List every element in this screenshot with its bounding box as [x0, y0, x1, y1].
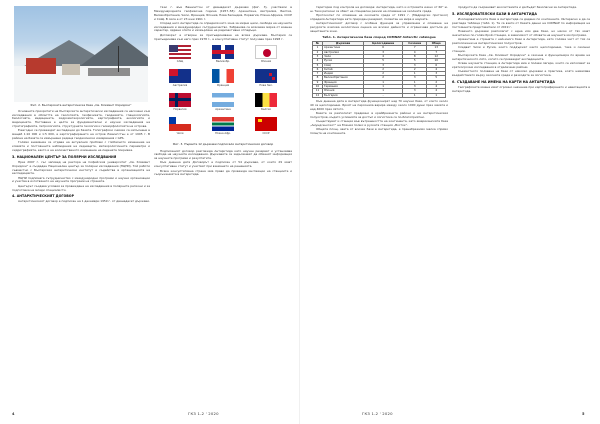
paragraph: Основните приоритети на българските антарктически изследвания са насочени към изследвания в областта на геологията, геофизиката, геодезията, глациологията, биологията, медицината, хидрометеорологията, картографията, екологията и медицината. Поставена е целта за фундаментални и научни изследвания на стратиграфията, петрологията, структурната геология и геоморфологията на острова.: [12, 108, 150, 129]
table-cell: 5: [402, 59, 426, 63]
column-header: Сезонни: [402, 42, 426, 46]
table-cell: България: [322, 93, 363, 97]
body-text: [12, 161, 150, 193]
flag-argentina-icon: [212, 93, 234, 107]
right-page-column-1: [310, 6, 448, 404]
table-cell: 12: [427, 54, 446, 58]
paragraph: Географските имена имат огромно значение при картографирането и навигацията в Антарктида.: [452, 84, 590, 93]
table-cell: Чили: [322, 54, 363, 58]
section-heading: 5. ИЗСЛЕДОВАТЕЛСКИ БАЗИ В АНТАРКТИДА: [452, 11, 537, 16]
paragraph: Българската база „Св. Климент Охридски“ е сезонна и функционира по време на антарктическото лято, когато се провеждат експедициите.: [452, 53, 590, 61]
section-heading: 3. НАЦИОНАЛЕН ЦЕНТЪР ЗА ПОЛЯРНИ ИЗСЛЕДВАНИЯ: [12, 154, 117, 159]
right-page: [300, 0, 600, 424]
table-cell: 2: [402, 67, 426, 71]
table-cell: 8: [313, 76, 323, 80]
table-cell: 1: [364, 80, 403, 84]
table-row: [313, 93, 446, 97]
table-cell: 12: [313, 93, 323, 97]
body-text: [12, 110, 150, 153]
flag-label: Белгия: [261, 108, 271, 112]
table-cell: 2: [364, 76, 403, 80]
flag-label: Нова Зел.: [259, 84, 273, 88]
table-cell: 13: [427, 46, 446, 50]
body-text: [452, 86, 590, 94]
paragraph: Подписаният договор разглежда Антарктида като научен резерват и установява свобода на научните изследвания. Държавите се задължават да обменят информация за научните програми и резултатите.: [154, 148, 292, 161]
base-building: [26, 58, 56, 74]
section-heading: 4. АНТАРКТИЧЕСКИЯТ ДОГОВОР: [12, 194, 75, 199]
table-cell: 7: [313, 72, 323, 76]
paragraph: тази г. във Вашингтон от дванадесет държави (фиг. 3), участвали в Международната геофизична година (1957–58): Аржентина, Австралия, Белгия, Великобритания, Чили, Франция, Япония, Нова Зеландия, Норвегия, Южна Африка, СССР и САЩ. В сила е от 23 юни 1961 г.: [154, 6, 292, 21]
flag-chile-icon: [169, 117, 191, 131]
paragraph: Изследователските бази в Антарктида са дадени по континенти. Интересно е да се разгледа таблица (табл. 1). Те са взети от базата данни на COMNAP по информация на постоянните представители от 2019 г.: [452, 16, 590, 29]
paragraph: Към днешна дата Договорът е подписан от 54 държави, от които 29 имат консултативен статут и участват при вземането на решенията.: [154, 160, 292, 169]
paragraph: Базите се разполагат предимно в крайбрежните райони и на Антарктическия полуостров, където условията за достъп и логистика са по-благоприятни.: [310, 110, 448, 119]
table-cell: Франция: [322, 80, 363, 84]
table-cell: 2: [427, 80, 446, 84]
table-cell: 1: [364, 85, 403, 89]
flag-label: Чили: [176, 132, 184, 136]
flag-france-icon: [212, 69, 234, 83]
table-cell: 5: [313, 63, 323, 67]
table-cell: 2: [364, 72, 403, 76]
paragraph: територии под контрола на договора: Антарктида, като и островите южно от 60° ю. ш. Тези региони са обект на специален режим на опазване на околната среда.: [310, 6, 448, 13]
table-cell: 4: [313, 59, 323, 63]
table-cell: Аржентина: [322, 46, 363, 50]
table-cell: 1: [402, 80, 426, 84]
paragraph: Голямо внимание се отдава на актуалния проблем с глобалното изменение на климата и постоянните наблюдения на ледниците, метеорологичните параметри и хидрографията, както и на количественото изменение на ледената покривка.: [12, 140, 150, 152]
bases-table: [312, 41, 446, 98]
paragraph: Всяка консултативна страна има право да провежда инспекции на станциите и съоръженията в Антарктида.: [154, 168, 292, 177]
table-cell: 6: [364, 46, 403, 50]
table-cell: 1: [313, 46, 323, 50]
flag-new-zealand-icon: [255, 69, 277, 83]
left-footer: [12, 410, 288, 418]
table-cell: 10: [427, 59, 446, 63]
flag-label: Южна Афр.: [215, 132, 231, 136]
table-cell: Великобритания: [322, 76, 363, 80]
table-cell: Германия: [322, 85, 363, 89]
page-number: 4: [12, 412, 15, 416]
flag-uk-icon: [212, 45, 234, 59]
paragraph: НЦПИ подпомага сътрудничество с международни програми и научни организации и участва в изготвянето на научните програми на страната.: [12, 175, 150, 184]
table-cell: 7: [427, 50, 446, 54]
table-cell: Индия: [322, 72, 363, 76]
paragraph: Аржентина е страната с най-много бази в Антарктида, като голяма част от тях са разположени на Антарктическия полуостров.: [452, 36, 590, 45]
flag-label: Аржентина: [215, 108, 231, 112]
flag-norway-icon: [169, 93, 191, 107]
table-cell: 4: [427, 67, 446, 71]
paragraph: Следват Чили и Русия, които поддържат както целогодишни, така и сезонни станции.: [452, 44, 590, 53]
body-text: [452, 6, 590, 10]
base-building: [62, 64, 80, 75]
paragraph: продукти да съхраняват екосистемите и да бъдат безопасни за Антарктида.: [458, 6, 577, 9]
flag-pole: [118, 46, 119, 72]
table-cell: Австралия: [322, 50, 363, 54]
paragraph: Центърът създава условия за провеждане на изследвания в полярните региони и за подготовка на млади специалисти.: [12, 183, 150, 192]
table-cell: 3: [364, 50, 403, 54]
table-cell: 6: [427, 63, 446, 67]
table-cell: 5: [427, 76, 446, 80]
body-text: [310, 100, 448, 136]
table-cell: 3: [427, 72, 446, 76]
paragraph: Повечето държави разполагат с една или две бази, но някои от тях имат значително по-голям брой станции, в зависимост от обхвата на научните им програми.: [452, 28, 590, 37]
flag-japan-icon: [255, 45, 277, 59]
left-page-column-1: [12, 6, 150, 404]
body-text: [310, 6, 448, 34]
paragraph: Освен научните станции, в Антарктида има и полеви лагери, които се използват за краткосрочни изследвания в отдалечени райони.: [452, 61, 590, 69]
table-cell: Русия: [322, 59, 363, 63]
table-cell: 4: [402, 50, 426, 54]
table-cell: 4: [427, 89, 446, 93]
paragraph: Съществуват и станции във вътрешността на континента, като американската база „Амундсен-Скот“ на Южния полюс и руската станция „Восток“.: [310, 118, 448, 127]
right-footer: [312, 410, 588, 418]
photo-caption: Фиг. 2. Българската антарктическа база „Св. Климент Охридски“: [30, 102, 132, 107]
column-header: №: [313, 42, 323, 46]
page-number: 5: [582, 412, 585, 416]
table-cell: 6: [313, 67, 323, 71]
section-heading: 6. СЪЗДАВАНЕ НА ИМЕНА НА КАРТИ НА АНТАРКТИДА: [452, 79, 555, 84]
paragraph: През 2007 г. със заповед на ректора на Софийския университет „Св. Климент Охридски“ е създаден Национален център за полярни изследвания (НЦПИ). Той работи съвместно с Българския антарктически институт и съдейства в организацията на експедициите.: [12, 159, 150, 176]
table-cell: 4: [427, 85, 446, 89]
table-cell: 3: [402, 85, 426, 89]
table-cell: 3: [402, 63, 426, 67]
flag-label: Япония: [260, 60, 272, 64]
treaty-flags-figure: [165, 43, 281, 187]
flags-caption: Фиг. 3. Първите 12 държави подписали Антарктическия договор: [172, 142, 274, 147]
table-cell: 3: [364, 63, 403, 67]
table-cell: 1: [364, 89, 403, 93]
table-cell: 10: [313, 85, 323, 89]
table-cell: 5: [364, 59, 403, 63]
flag-usa-icon: [169, 45, 191, 59]
table-cell: 3: [402, 89, 426, 93]
paragraph: Антарктическият договор с особена функция за управление и опазване на ресурсите изисква екологична оценка на всички дейности и ограничава достъпа до защитените зони.: [310, 21, 448, 33]
table-cell: 7: [402, 46, 426, 50]
table-cell: Китай: [322, 67, 363, 71]
paragraph: Според него Антарктида се определя като зона за мирни цели, свобода на научните изследвания и международно сътрудничество. Забранява се всякаква мярка от военен характер, ядрени опити и изхвърляне на радиоактивни отпадъци.: [154, 20, 292, 33]
table-cell: -: [364, 93, 403, 97]
left-page-column-2: [154, 6, 292, 404]
right-page-column-2: [452, 6, 590, 404]
flag-label: СССР: [262, 132, 270, 136]
column-header: Целогодишни: [364, 42, 403, 46]
table-cell: 4: [364, 54, 403, 58]
table-cell: 8: [402, 54, 426, 58]
table-cell: Япония: [322, 89, 363, 93]
base-building: [88, 68, 130, 76]
flag-belgium-icon: [255, 93, 277, 107]
table-cell: 1: [427, 93, 446, 97]
table-title: Табл. 1. Антарктически бази според COMNAP Antarctic catalogue: [322, 34, 436, 39]
paragraph: Общата площ, заета от всички бази в Антарктида, е пренебрежимо малка спрямо площта на континента.: [310, 127, 448, 135]
flag-australia-icon: [169, 69, 191, 83]
paragraph: Ежегодно се провеждат експедиции до базата. Топографски снимки са изпълнени в мащаб 1:10 000 и 1:5 000, а картографирането на остров Ливингстън е от 1995 г. В района на базата са извършени редица геодезически измервания с GPS.: [12, 128, 150, 141]
table-cell: САЩ: [322, 63, 363, 67]
table-cell: 3: [402, 76, 426, 80]
journal-name: ГКЗ 1-2 ' 2020: [362, 411, 393, 416]
paragraph: Договорът е отворен за присъединяване на всяка държава. България се присъединява към него през 1978 г., а консултативен статут получава през 1998 г.: [154, 32, 292, 41]
table-cell: 2: [313, 50, 323, 54]
flag-ussr-icon: [255, 117, 277, 131]
paragraph: Съвместното ползване на бази от няколко държави е практика, която намалява въздействието върху околната среда и разходите за логистика.: [452, 69, 590, 77]
flag-south-africa-icon: [212, 117, 234, 131]
table-body: [313, 46, 446, 98]
paragraph: Антарктическият договор е подписан на 1 декември 1959 г. от дванадесет държави.: [18, 199, 150, 204]
paragraph: Протоколът по опазване на околната среда от 1991 г. (Мадридски протокол) определя Антарктида като природен резерват, посветен на мира и науката.: [310, 13, 448, 21]
table-cell: 3: [313, 54, 323, 58]
table-cell: 9: [313, 80, 323, 84]
flag-label: Франция: [216, 84, 230, 88]
paragraph: Към днешна дата в Антарктида функционират над 70 научни бази, от които около 40 са целогодишни. Броят на персонала варира между около 1000 души през зимата и над 4000 през лятото.: [310, 98, 448, 111]
column-header: Държава: [322, 42, 363, 46]
table-cell: 2: [364, 67, 403, 71]
flag-label: Австралия: [172, 84, 188, 88]
body-text: [154, 6, 292, 41]
table-cell: 1: [402, 72, 426, 76]
column-header: Общо: [427, 42, 446, 46]
flag-label: САЩ: [176, 60, 184, 64]
table-cell: 11: [313, 89, 323, 93]
journal-name: ГКЗ 1-2 ' 2020: [188, 411, 219, 416]
body-text: [452, 18, 590, 78]
polar-base-photo: [14, 6, 148, 102]
table-cell: 1: [402, 93, 426, 97]
flag-label: Великобр.: [216, 60, 230, 64]
flag-label: Норвегия: [173, 108, 187, 112]
body-text: [12, 200, 150, 204]
